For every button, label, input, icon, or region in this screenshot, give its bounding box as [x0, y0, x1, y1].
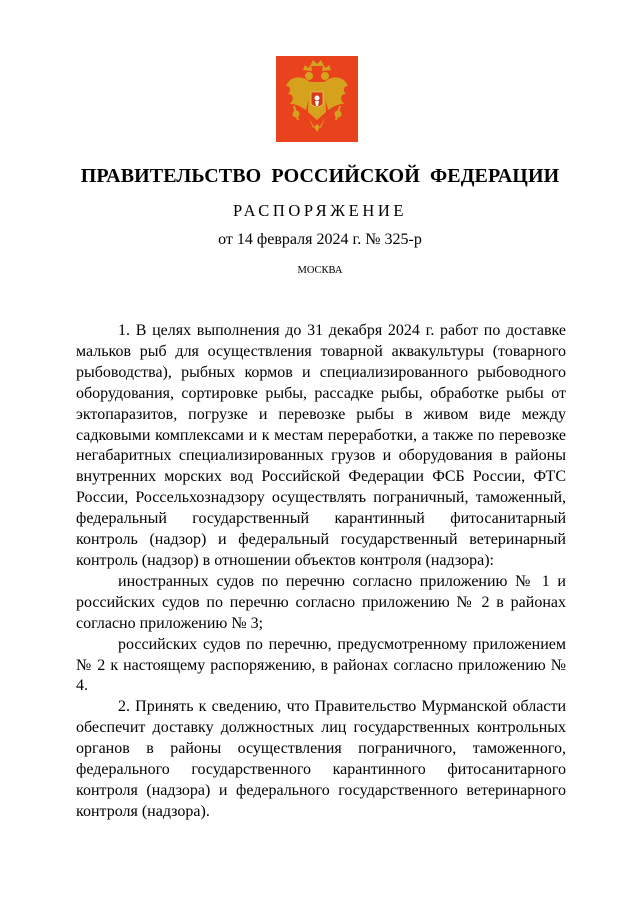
paragraph-1: 1. В целях выполнения до 31 декабря 2024 г. работ по доставке мальков рыб для осуществления товарной аквакультуры (товарного рыбоводства), рыбных кормов и специализированного рыбоводного оборудования, сортировке рыбы, рассадке рыбы, обработке рыбы от эктопаразитов, погрузке и перевозке рыбы в живом виде между садковыми комплексами и к местам переработки, а также по перевозке негабаритных специализированных грузов и оборудования в районы внутренних морских вод Российской Федерации ФСБ России, ФТС России, Россельхознадзору осуществлять пограничный, таможенный, федеральный государственный карантинный фитосанитарный контроль (надзор) и федеральный государственный ветеринарный контроль (надзор) в отношении объектов контроля (надзора): [76, 322, 566, 569]
paragraph-2: 2. Принять к сведению, что Правительство Мурманской области обеспечит доставку должностных лиц государственных контрольных органов в районы осуществления пограничного, таможенного, федерального государственного карантинного фитосанитарного контроля (надзора) и федерального государственного ветеринарного контроля (надзора). [76, 698, 566, 820]
document-city: МОСКВА [297, 265, 343, 276]
document-date-number: от 14 февраля 2024 г. № 325-р [218, 231, 422, 248]
paragraph-russian-vessels: российских судов по перечню, предусмотренному приложением № 2 к настоящему распоряжению, в районах согласно приложению № 4. [76, 635, 566, 695]
government-title: ПРАВИТЕЛЬСТВО РОССИЙСКОЙ ФЕДЕРАЦИИ [80, 165, 560, 187]
paragraph-foreign-vessels: иностранных судов по перечню согласно приложению № 1 и российских судов по перечню согласно приложению № 2 в районах согласно приложению № 3; [76, 572, 566, 632]
document-type: РАСПОРЯЖЕНИЕ [232, 201, 408, 220]
document-body [76, 321, 566, 823]
coat-of-arms-icon [276, 56, 358, 142]
